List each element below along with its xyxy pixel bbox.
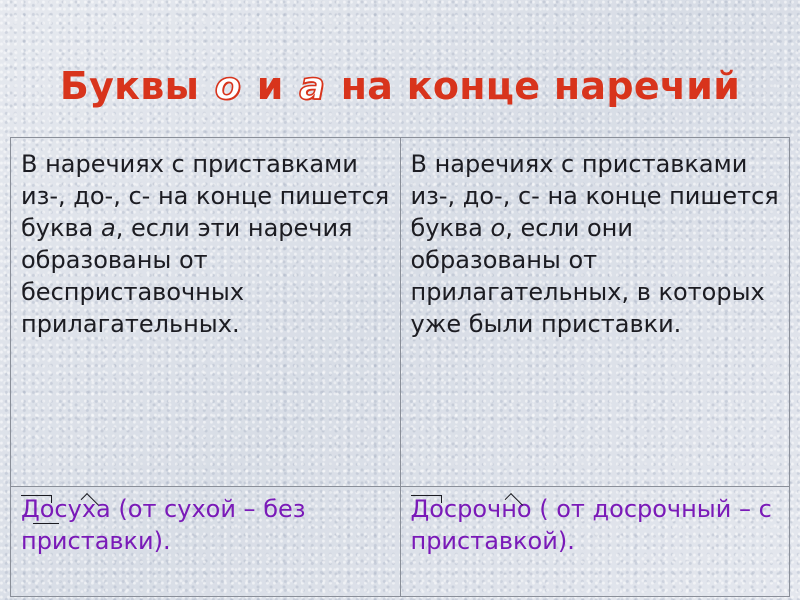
ending-mark-icon <box>33 520 59 524</box>
title-letter-o: о <box>214 64 242 108</box>
example-right-word-text: Досрочно <box>410 495 532 523</box>
example-left-word-text: Досуха <box>21 495 111 523</box>
rules-row <box>11 138 790 487</box>
prefix-mark-icon <box>21 495 52 503</box>
example-left-note: (от сухой – без приставки). <box>21 495 306 555</box>
prefix-mark-icon <box>411 495 442 503</box>
rule-left-letter: а <box>101 214 116 242</box>
example-right-word <box>411 493 532 525</box>
rule-left-text-end: , если эти наречия образованы от бесприставочных прилагательных. <box>21 214 353 338</box>
rule-left-cell <box>11 138 401 487</box>
rule-right-letter: о <box>490 214 506 242</box>
slide-title <box>0 64 800 108</box>
title-letter-a: а <box>299 64 326 108</box>
title-text-and: и <box>256 64 284 108</box>
rule-right-text-end: , если они образованы от прилагательных, в которых уже были приставки. <box>410 214 765 338</box>
title-text-start: Буквы <box>59 64 200 108</box>
example-left-word <box>21 493 111 525</box>
title-text-end: на конце наречий <box>340 64 741 108</box>
example-left-cell <box>11 487 401 597</box>
example-right-note: ( от досрочный – с приставкой). <box>410 495 772 555</box>
rules-table <box>10 137 790 597</box>
rule-right-cell <box>400 138 790 487</box>
examples-row <box>11 487 790 597</box>
rule-right-text-start: В наречиях с приставками из-, до-, с- на конце пишется буква <box>410 150 779 242</box>
rule-left-text-start: В наречиях с приставками из-, до-, с- на конце пишется буква <box>21 150 390 242</box>
example-right-cell <box>400 487 790 597</box>
